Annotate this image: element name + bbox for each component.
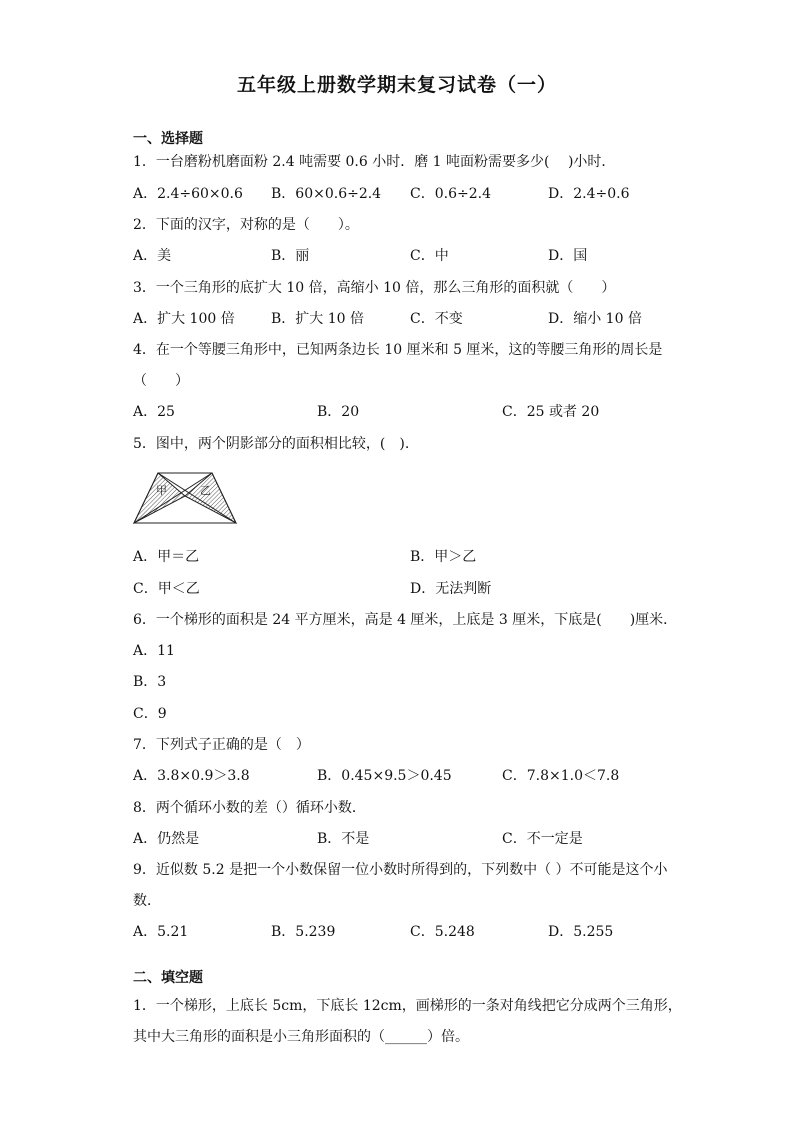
q3-option-d[interactable]: D．缩小 10 倍 — [548, 311, 642, 327]
q1-option-d[interactable]: D．2.4÷0.6 — [548, 186, 630, 202]
q9-option-d[interactable]: D．5.255 — [548, 924, 614, 940]
q2-option-b[interactable]: B．丽 — [271, 248, 310, 264]
q1-option-c[interactable]: C．0.6÷2.4 — [410, 186, 491, 202]
question-3: 3．一个三角形的底扩大 10 倍，高缩小 10 倍，那么三角形的面积就（ ） — [133, 280, 616, 296]
q6-option-a[interactable]: A．11 — [133, 643, 175, 659]
question-4: 4．在一个等腰三角形中，已知两条边长 10 厘米和 5 厘米，这的等腰三角形的周长是 — [133, 342, 663, 358]
question-4-blank: （ ） — [133, 373, 189, 389]
question-2: 2．下面的汉字，对称的是（ ）。 — [133, 217, 359, 233]
q8-option-c[interactable]: C．不一定是 — [502, 831, 583, 847]
label-yi: 乙 — [200, 484, 211, 497]
question-8: 8．两个循环小数的差（）循环小数． — [133, 800, 366, 816]
q9-option-b[interactable]: B．5.239 — [271, 924, 336, 940]
q2-option-d[interactable]: D．国 — [548, 248, 588, 264]
q1-option-b[interactable]: B．60×0.6÷2.4 — [271, 186, 382, 202]
q7-option-b[interactable]: B．0.45×9.5＞0.45 — [317, 768, 452, 784]
question-9: 9．近似数 5.2 是把一个小数保留一位小数时所得到的，下列数中（ ）不可能是这个小 — [133, 862, 668, 878]
q5-option-d[interactable]: D．无法判断 — [410, 581, 492, 597]
q5-option-b[interactable]: B．甲＞乙 — [410, 549, 477, 565]
trapezoid-figure — [132, 470, 238, 526]
q3-option-b[interactable]: B．扩大 10 倍 — [271, 311, 365, 327]
question-9-continued: 数． — [133, 893, 161, 909]
question-7: 7．下列式子正确的是（ ） — [133, 737, 310, 753]
q6-option-b[interactable]: B．3 — [133, 674, 167, 690]
q3-option-c[interactable]: C．不变 — [410, 311, 463, 327]
q4-option-b[interactable]: B．20 — [317, 404, 360, 420]
q7-option-a[interactable]: A．3.8×0.9＞3.8 — [133, 768, 250, 784]
q2-option-a[interactable]: A．美 — [133, 248, 172, 264]
q8-option-a[interactable]: A．仍然是 — [133, 831, 200, 847]
page-title: 五年级上册数学期末复习试卷（一） — [236, 74, 557, 96]
q4-option-a[interactable]: A．25 — [133, 404, 175, 420]
q6-option-c[interactable]: C．9 — [133, 706, 167, 722]
q1-option-a[interactable]: A．2.4÷60×0.6 — [133, 186, 243, 202]
fill-question-1-line2: 其中大三角形的面积是小三角形面积的（______）倍。 — [133, 1029, 469, 1045]
label-jia: 甲 — [156, 484, 167, 497]
q3-option-a[interactable]: A．扩大 100 倍 — [133, 311, 235, 327]
question-1: 1．一台磨粉机磨面粉 2.4 吨需要 0.6 小时．磨 1 吨面粉需要多少( )小时． — [133, 154, 616, 170]
question-6: 6．一个梯形的面积是 24 平方厘米，高是 4 厘米，上底是 3 厘米，下底是( )厘米． — [133, 612, 678, 628]
shaded-triangle-yi — [185, 473, 236, 523]
q4-option-c[interactable]: C．25 或者 20 — [502, 404, 600, 420]
q9-option-a[interactable]: A．5.21 — [133, 924, 189, 940]
question-5: 5．图中，两个阴影部分的面积相比较，( ). — [133, 436, 410, 452]
q5-option-a[interactable]: A．甲＝乙 — [133, 549, 200, 565]
q8-option-b[interactable]: B．不是 — [317, 831, 370, 847]
q7-option-c[interactable]: C．7.8×1.0＜7.8 — [502, 768, 620, 784]
shaded-triangle-jia — [134, 473, 185, 523]
q9-option-c[interactable]: C．5.248 — [410, 924, 475, 940]
q5-option-c[interactable]: C．甲＜乙 — [133, 581, 200, 597]
q2-option-c[interactable]: C．中 — [410, 248, 449, 264]
section-heading-fill: 二、填空题 — [133, 970, 203, 986]
fill-question-1-line1: 1．一个梯形，上底长 5cm，下底长 12cm，画梯形的一条对角线把它分成两个三角形， — [133, 998, 682, 1014]
section-heading-choice: 一、选择题 — [133, 131, 203, 147]
